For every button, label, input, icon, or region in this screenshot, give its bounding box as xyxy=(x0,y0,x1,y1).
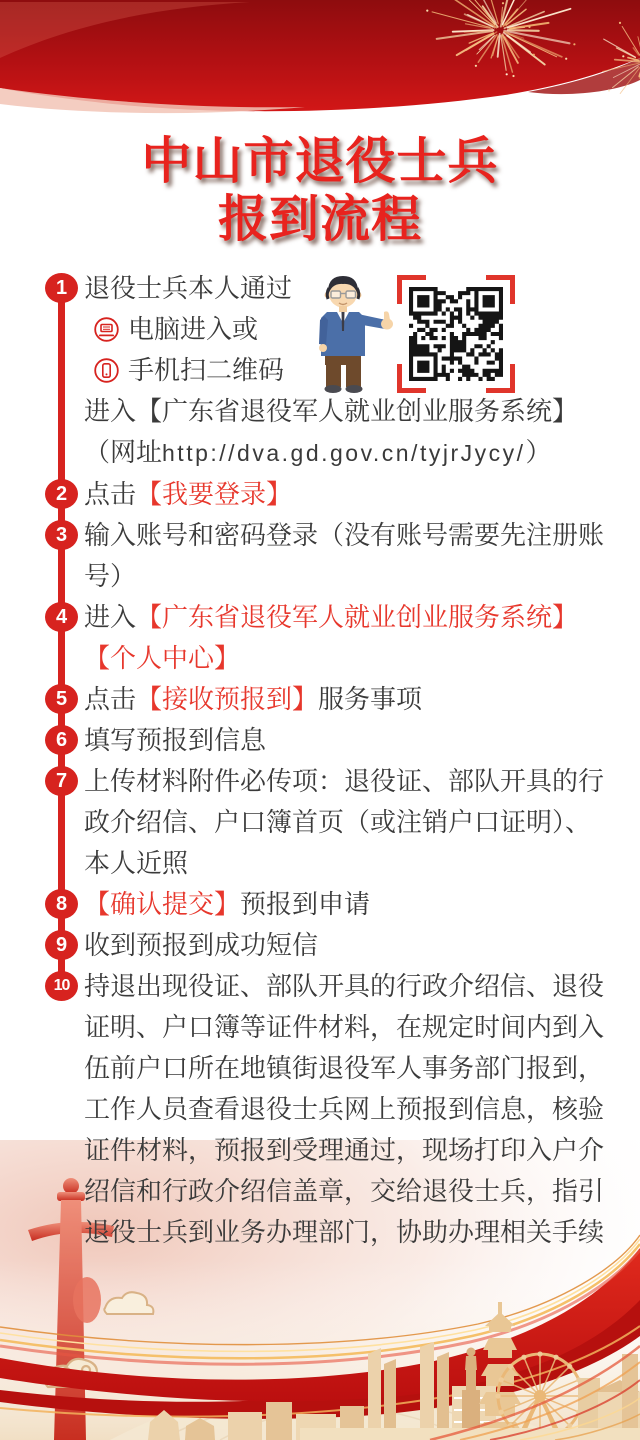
step-number-badge: 9 xyxy=(45,930,78,960)
step-text-segment: 预报到申请 xyxy=(240,889,371,919)
step-text-segment: ） xyxy=(525,437,552,467)
step-bubble-column xyxy=(44,597,84,632)
step-bubble-column xyxy=(44,884,84,919)
step-number-badge: 6 xyxy=(45,725,78,755)
step-10 xyxy=(44,966,610,1253)
step-text-segment: 点击 xyxy=(84,479,137,509)
step-2 xyxy=(44,474,610,515)
step-text-segment: 上传材料附件必传项：退役证、部队开具的行政介绍信、户口簿首页（或注销户口证明）、本人近照 xyxy=(84,766,605,878)
poster-title-line2: 报到流程 xyxy=(218,191,422,247)
poster-title xyxy=(0,132,640,248)
step-bubble-column xyxy=(44,474,84,509)
step-text xyxy=(84,515,610,597)
highlighted-text: 【我要登录】 xyxy=(136,479,293,509)
top-banner-decoration xyxy=(0,0,640,130)
step-bubble-column xyxy=(44,761,84,796)
step-number-badge: 4 xyxy=(45,602,78,632)
step-bubble-column xyxy=(44,679,84,714)
step-bubble-column xyxy=(44,925,84,960)
step-text-segment: 电脑进入或 xyxy=(128,314,259,344)
step-text-segment: 填写预报到信息 xyxy=(84,725,267,755)
step-text xyxy=(84,720,610,761)
step-text-segment: 退役士兵本人通过 xyxy=(84,273,293,303)
step-7 xyxy=(44,761,610,884)
step-text-segment: 输入账号和密码登录（没有账号需要先注册账号） xyxy=(84,520,605,591)
highlighted-text: 【接收预报到】 xyxy=(136,684,319,714)
step-9 xyxy=(44,925,610,966)
phone-icon xyxy=(94,358,119,383)
step-text xyxy=(84,966,610,1253)
step-text-segment: （网址 xyxy=(84,437,163,467)
step-text xyxy=(84,884,610,925)
step-bubble-column xyxy=(44,515,84,550)
step-text-segment: 进入 xyxy=(84,602,137,632)
step-8 xyxy=(44,884,610,925)
step-text-segment: http://dva.gd.gov.cn/tyjrJycy/ xyxy=(162,440,526,466)
step-4 xyxy=(44,597,610,679)
highlighted-text: 【确认提交】 xyxy=(84,889,241,919)
steps-list xyxy=(44,268,610,1253)
step-number-badge: 5 xyxy=(45,684,78,714)
step-text xyxy=(84,597,610,679)
step-text xyxy=(84,268,610,474)
step-text-segment: 持退出现役证、部队开具的行政介绍信、退役证明、户口簿等证件材料，在规定时间内到入伍前户口所在地镇街退役军人事务部门报到，工作人员查看退役士兵网上预报到信息，核验证件材料，预报到受理通过，现场打印入户介绍信和行政介绍信盖章，交给退役士兵，指引退役士兵到业务办理部门，协助办理相关手续 xyxy=(84,971,605,1247)
steps-section xyxy=(44,268,610,1253)
highlighted-text: 【广东省退役军人就业创业服务系统】【个人中心】 xyxy=(84,602,579,673)
step-text-segment: 点击 xyxy=(84,684,137,714)
step-text xyxy=(84,679,610,720)
step-number-badge: 2 xyxy=(45,479,78,509)
step-6 xyxy=(44,720,610,761)
step-text xyxy=(84,761,610,884)
step-text-segment: 收到预报到成功短信 xyxy=(84,930,319,960)
step-number-badge: 1 xyxy=(45,273,78,303)
step-bubble-column xyxy=(44,268,84,303)
step-1 xyxy=(44,268,610,474)
step-bubble-column xyxy=(44,966,84,1001)
step-text-segment: 服务事项 xyxy=(318,684,423,714)
step-number-badge: 7 xyxy=(45,766,78,796)
step-text xyxy=(84,925,610,966)
computer-icon xyxy=(94,317,119,342)
step-number-badge: 8 xyxy=(45,889,78,919)
step-5 xyxy=(44,679,610,720)
step-number-badge: 3 xyxy=(45,520,78,550)
step-3 xyxy=(44,515,610,597)
step-text-segment: 手机扫二维码 xyxy=(128,355,285,385)
step-bubble-column xyxy=(44,720,84,755)
poster-title-line1: 中山市退役士兵 xyxy=(141,133,499,189)
step-number-badge: 10 xyxy=(45,971,78,1001)
step-text-segment: 进入【广东省退役军人就业创业服务系统】 xyxy=(84,396,579,426)
step-text xyxy=(84,474,610,515)
